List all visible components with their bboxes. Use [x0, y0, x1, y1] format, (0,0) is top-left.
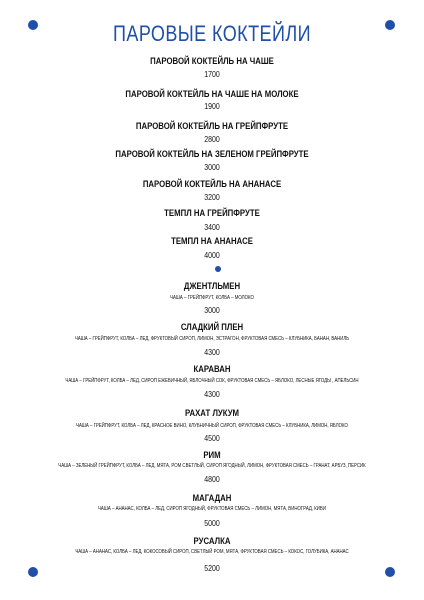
- corner-dot-decoration: [28, 567, 38, 577]
- item-name: ПАРОВОЙ КОКТЕЙЛЬ НА ЧАШЕ НА МОЛОКЕ: [125, 89, 299, 100]
- item-composition: ЧАША – АНАНАС, КОЛБА – ЛЕД, СИРОП ЯГОДНЫЙ, ФРУКТОВАЯ СМЕСЬ – ЛИМОН, МЯТА, ВИНОГРАД, КИВИ: [98, 506, 326, 512]
- item-name: ПАРОВОЙ КОКТЕЙЛЬ НА ЗЕЛЕНОМ ГРЕЙПФРУТЕ: [115, 149, 309, 160]
- item-name: СЛАДКИЙ ПЛЕН: [180, 322, 244, 333]
- item-price: 3200: [204, 192, 220, 202]
- item-price: 2800: [204, 134, 220, 144]
- corner-dot-decoration: [385, 20, 395, 30]
- item-name: ДЖЕНТЛЬМЕН: [183, 281, 241, 292]
- item-name: МАГАДАН: [192, 493, 232, 504]
- item-composition: ЧАША – ГРЕЙПФРУТ, КОЛБА – ЛЕД, ФРУКТОВЫЙ СИРОП, ЛИМОН, ЭСТРАГОН, ФРУКТОВАЯ СМЕСЬ – КЛУБНИКА, БАНАН, ВАНИЛЬ: [74, 336, 350, 342]
- item-name: ПАРОВОЙ КОКТЕЙЛЬ НА ГРЕЙПФРУТЕ: [135, 121, 289, 132]
- menu-title: ПАРОВЫЕ КОКТЕЙЛИ: [113, 21, 311, 46]
- item-name: КАРАВАН: [193, 364, 231, 375]
- item-composition: ЧАША – ГРЕЙПФРУТ, КОЛБА – ЛЕД, КРАСНОЕ ВИНО, КЛУБНИЧНЫЙ СИРОП, ФРУКТОВАЯ СМЕСЬ – КЛУБНИКА, ЛИМОН, ЯБЛОКО: [76, 423, 348, 429]
- item-price: 4500: [204, 433, 220, 443]
- item-price: 4300: [204, 389, 220, 399]
- item-price: 1900: [204, 101, 220, 111]
- item-name: РУСАЛКА: [193, 536, 231, 547]
- item-name: ПАРОВОЙ КОКТЕЙЛЬ НА ЧАШЕ: [150, 56, 274, 67]
- corner-dot-decoration: [28, 20, 38, 30]
- item-price: 5200: [204, 563, 220, 573]
- item-price: 3000: [204, 162, 220, 172]
- corner-dot-decoration: [385, 567, 395, 577]
- item-composition: ЧАША – ГРЕЙПФРУТ, КОЛБА – ЛЕД, СИРОП ЕЖЕВИЧНЫЙ, ЯБЛОЧНЫЙ СОК, ФРУКТОВАЯ СМЕСЬ – ЯБЛОКО, ЛЕСНЫЕ ЯГОДЫ , АПЕЛЬСИН: [65, 378, 359, 384]
- item-name: ПАРОВОЙ КОКТЕЙЛЬ НА АНАНАСЕ: [142, 179, 282, 190]
- item-name: ТЕМПЛ НА АНАНАСЕ: [171, 236, 253, 247]
- item-composition: ЧАША – АНАНАС, КОЛБА – ЛЕД, КОКОСОВЫЙ СИРОП, СВЕТЛЫЙ РОМ, МЯТА, ФРУКТОВАЯ СМЕСЬ – КОКОС, ГОЛУБИКА, АНАНАС: [75, 549, 349, 555]
- item-price: 1700: [204, 69, 220, 79]
- divider-dot-decoration: [215, 266, 221, 272]
- item-price: 3400: [204, 222, 220, 232]
- item-composition: ЧАША – ГРЕЙПФРУТ, КОЛБА – МОЛОКО: [170, 295, 254, 301]
- item-name: РИМ: [203, 450, 221, 461]
- item-composition: ЧАША – ЗЕЛЕНЫЙ ГРЕЙПФРУТ, КОЛБА – ЛЕД, МЯТА, РОМ СВЕТЛЫЙ, СИРОП ЯГОДНЫЙ, ЛИМОН, ФРУКТОВАЯ СМЕСЬ – ГРАНАТ, АРБУЗ, ПЕРСИК: [58, 463, 366, 469]
- item-price: 4000: [204, 250, 220, 260]
- item-price: 5000: [204, 518, 220, 528]
- item-name: ТЕМПЛ НА ГРЕЙПФРУТЕ: [164, 208, 260, 219]
- item-price: 3000: [204, 305, 220, 315]
- item-price: 4300: [204, 347, 220, 357]
- item-price: 4800: [204, 474, 220, 484]
- item-name: РАХАТ ЛУКУМ: [184, 408, 240, 419]
